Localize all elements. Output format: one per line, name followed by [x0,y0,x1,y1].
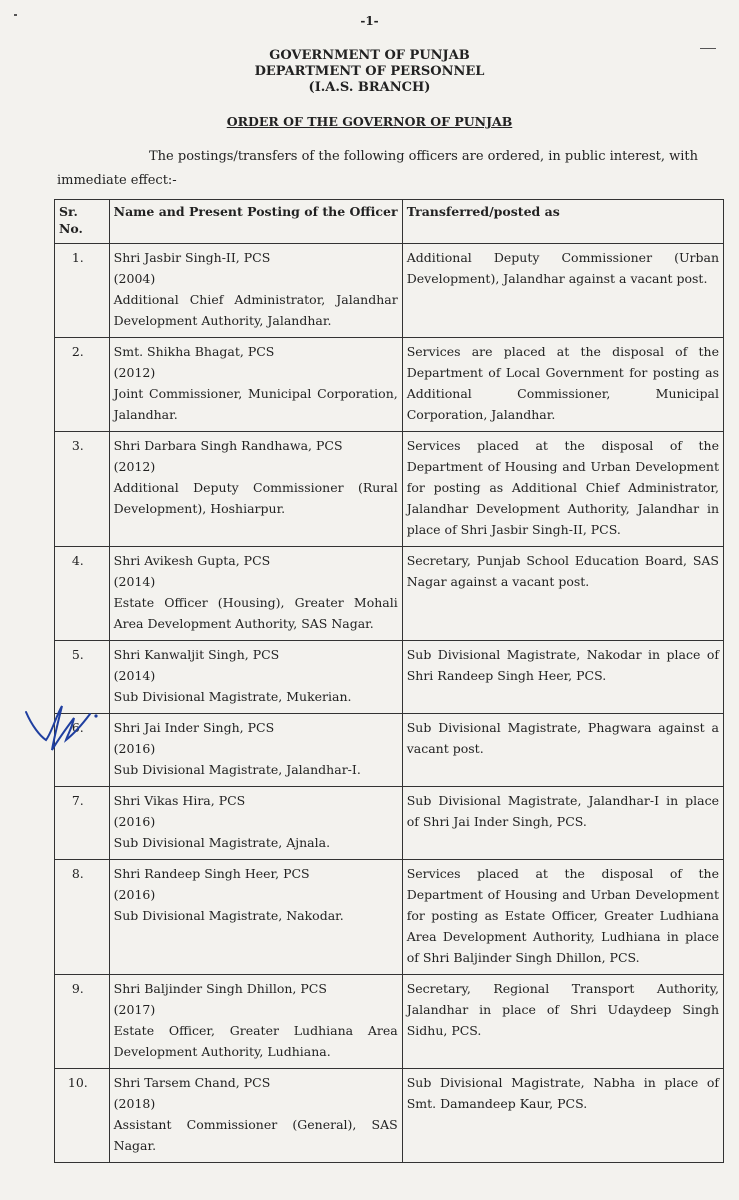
sr-no-cell: 1. [55,244,110,338]
officer-name: Shri Baljinder Singh Dhillon, PCS [113,981,327,996]
officer-name: Smt. Shikha Bhagat, PCS [113,344,275,359]
heading-line-3: (I.A.S. BRANCH) [308,80,431,95]
batch-year: (2012) [113,365,156,380]
table-row [55,1069,724,1163]
transferred-posted-cell: Secretary, Regional Transport Authority, Jalandhar in place of Shri Udaydeep Singh Sidhu, PCS. [402,975,723,1069]
heading-line-1: GOVERNMENT OF PUNJAB [269,48,470,63]
table-row [55,787,724,860]
officer-name: Shri Jasbir Singh-II, PCS [113,250,271,265]
present-posting: Sub Divisional Magistrate, Mukerian. [113,689,352,704]
present-posting: Sub Divisional Magistrate, Nakodar. [113,908,344,923]
officer-name: Shri Kanwaljit Singh, PCS [113,647,280,662]
document-heading [0,48,739,96]
officer-cell [109,714,402,787]
table-header-row [55,200,724,244]
transferred-posted-cell: Sub Divisional Magistrate, Jalandhar-I in place of Shri Jai Inder Singh, PCS. [402,787,723,860]
officer-cell [109,860,402,975]
transferred-posted-cell: Services placed at the disposal of the Department of Housing and Urban Development for posting as Additional Chief Administrator, Jalandhar Development Authority, Jalandhar in place of Shri Jasbir Singh-II, PCS. [402,432,723,547]
officer-cell [109,432,402,547]
officer-cell [109,1069,402,1163]
sr-no-cell: 2. [55,338,110,432]
officer-name: Shri Randeep Singh Heer, PCS [113,866,310,881]
header-transferred: Transferred/posted as [402,200,723,244]
present-posting: Assistant Commissioner (General), SAS Nagar. [113,1117,398,1153]
sr-no-cell: 7. [55,787,110,860]
sr-no-cell: 4. [55,547,110,641]
present-posting: Sub Divisional Magistrate, Jalandhar-I. [113,762,361,777]
sr-no-cell: 8. [55,860,110,975]
intro-paragraph: The postings/transfers of the following officers are ordered, in public interest, with immediate effect:- [57,149,699,188]
transferred-posted-cell: Services placed at the disposal of the Department of Housing and Urban Development for posting as Estate Officer, Greater Ludhiana Area Development Authority, Ludhiana in place of Shri Baljinder Singh Dhillon, PCS. [402,860,723,975]
table-row [55,860,724,975]
officer-cell [109,975,402,1069]
present-posting: Estate Officer, Greater Ludhiana Area Development Authority, Ludhiana. [113,1023,398,1059]
sr-no-cell: 6. [55,714,110,787]
transferred-posted-cell: Sub Divisional Magistrate, Phagwara against a vacant post. [402,714,723,787]
officer-name: Shri Jai Inder Singh, PCS [113,720,275,735]
table-row [55,338,724,432]
transferred-posted-cell: Sub Divisional Magistrate, Nabha in place of Smt. Damandeep Kaur, PCS. [402,1069,723,1163]
transferred-posted-cell: Services are placed at the disposal of the Department of Local Government for posting as Additional Commissioner, Municipal Corporation, Jalandhar. [402,338,723,432]
batch-year: (2016) [113,741,156,756]
present-posting: Sub Divisional Magistrate, Ajnala. [113,835,331,850]
page-number: -1- [360,14,379,28]
heading-line-2: DEPARTMENT OF PERSONNEL [254,64,485,79]
order-title: ORDER OF THE GOVERNOR OF PUNJAB [226,114,513,129]
batch-year: (2012) [113,459,156,474]
present-posting: Additional Chief Administrator, Jalandhar Development Authority, Jalandhar. [113,292,398,328]
present-posting: Joint Commissioner, Municipal Corporation, Jalandhar. [113,386,398,422]
officer-cell [109,641,402,714]
header-name-posting: Name and Present Posting of the Officer [109,200,402,244]
present-posting: Additional Deputy Commissioner (Rural Development), Hoshiarpur. [113,480,398,516]
officer-cell [109,244,402,338]
table-row [55,714,724,787]
present-posting: Estate Officer (Housing), Greater Mohali Area Development Authority, SAS Nagar. [113,595,398,631]
table-row [55,547,724,641]
header-sr-no: Sr. No. [55,200,110,244]
batch-year: (2018) [113,1096,156,1111]
sr-no-cell: 9. [55,975,110,1069]
officer-name: Shri Vikas Hira, PCS [113,793,246,808]
sr-no-cell: 5. [55,641,110,714]
transferred-posted-cell: Sub Divisional Magistrate, Nakodar in place of Shri Randeep Singh Heer, PCS. [402,641,723,714]
batch-year: (2016) [113,887,156,902]
batch-year: (2017) [113,1002,156,1017]
table-body [55,244,724,1163]
officer-cell [109,338,402,432]
sr-no-cell: 3. [55,432,110,547]
transferred-posted-cell: Additional Deputy Commissioner (Urban Development), Jalandhar against a vacant post. [402,244,723,338]
postings-table [54,199,724,1163]
batch-year: (2014) [113,668,156,683]
sr-no-cell: 10. [55,1069,110,1163]
transferred-posted-cell: Secretary, Punjab School Education Board, SAS Nagar against a vacant post. [402,547,723,641]
officer-cell [109,787,402,860]
table-row [55,975,724,1069]
officer-name: Shri Avikesh Gupta, PCS [113,553,271,568]
officer-name: Shri Darbara Singh Randhawa, PCS [113,438,343,453]
officer-cell [109,547,402,641]
handwritten-initials-signature [18,692,108,762]
batch-year: (2014) [113,574,156,589]
batch-year: (2004) [113,271,156,286]
officer-name: Shri Tarsem Chand, PCS [113,1075,271,1090]
table-row [55,244,724,338]
table-row [55,641,724,714]
table-row [55,432,724,547]
batch-year: (2016) [113,814,156,829]
